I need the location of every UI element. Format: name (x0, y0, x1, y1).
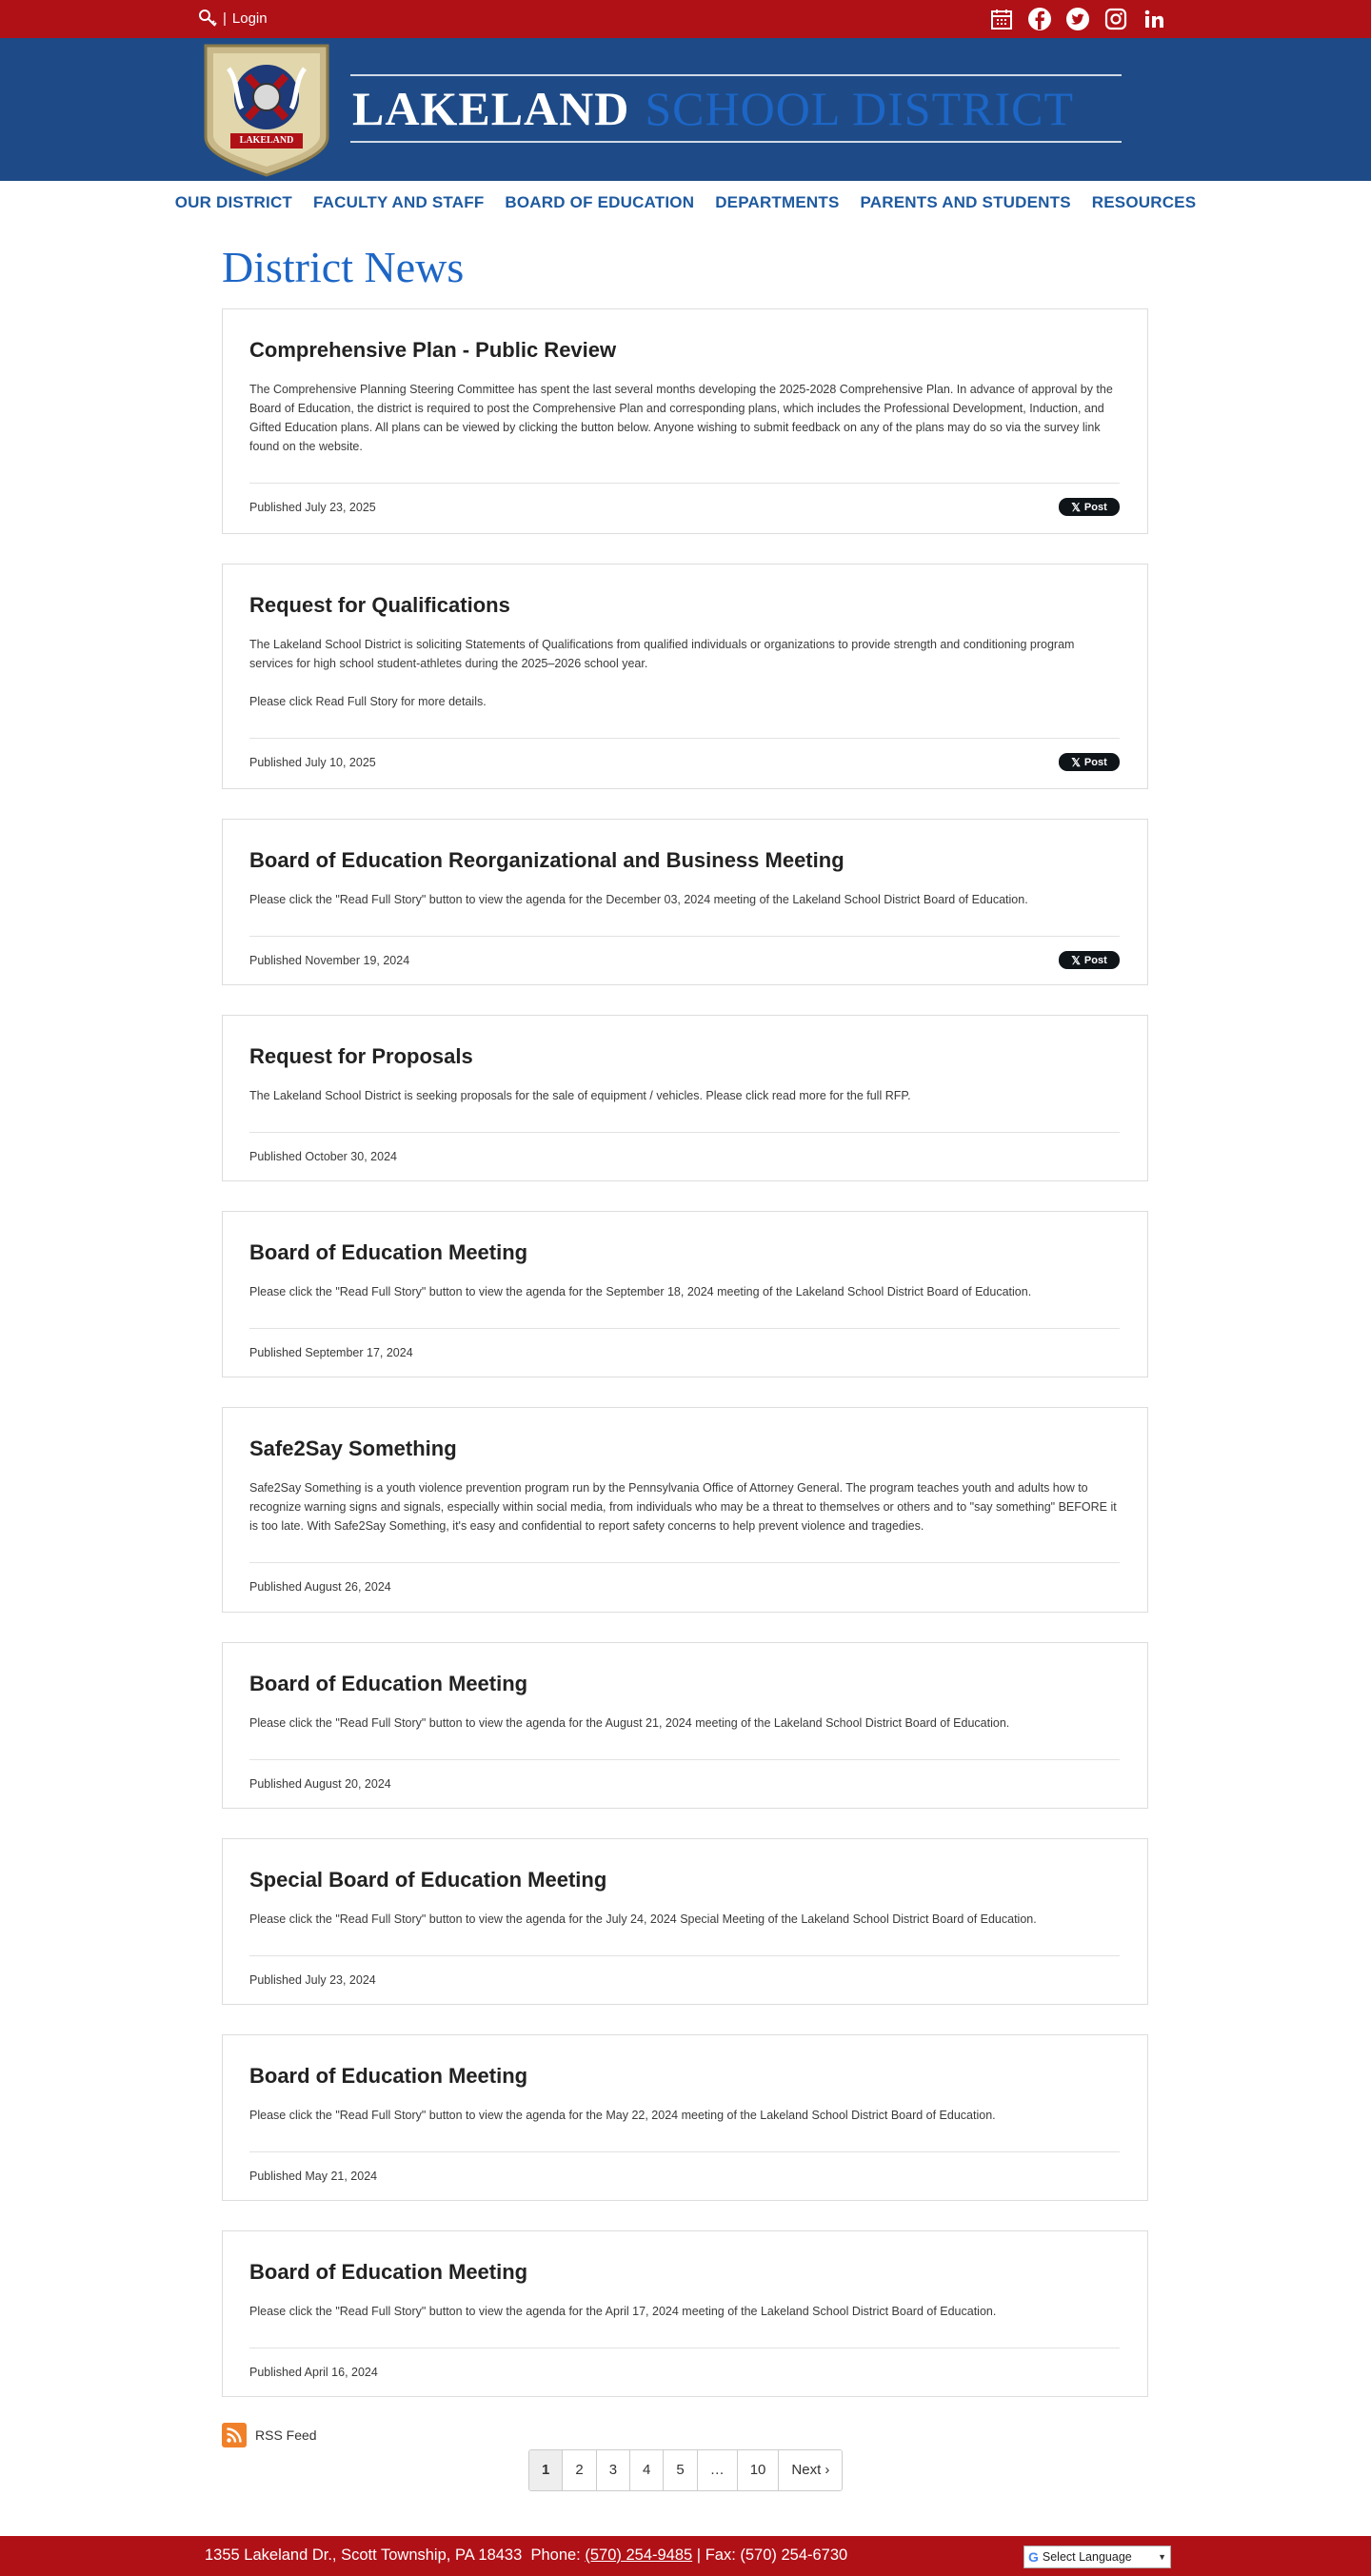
news-summary (249, 1714, 1120, 1733)
news-title[interactable]: Request for Proposals (249, 1044, 473, 1068)
fax-number: Fax: (570) 254-6730 (705, 2546, 848, 2564)
news-summary (249, 380, 1120, 456)
page-2-button[interactable]: 2 (563, 2450, 596, 2490)
news-title[interactable]: Comprehensive Plan - Public Review (249, 338, 617, 362)
nav-board-of-education[interactable]: BOARD OF EDUCATION (505, 193, 695, 211)
login-link[interactable] (198, 9, 268, 28)
news-footer (249, 1562, 1120, 1610)
news-card (222, 819, 1148, 985)
page-10-button[interactable]: 10 (738, 2450, 780, 2490)
published-date: Published May 21, 2024 (249, 2169, 378, 2183)
published-date: Published July 10, 2025 (249, 755, 376, 769)
nav-resources[interactable]: RESOURCES (1091, 193, 1197, 211)
news-title[interactable]: Request for Qualifications (249, 593, 510, 617)
news-summary (249, 1478, 1120, 1536)
top-bar (0, 0, 1371, 38)
google-translate-icon: G (1028, 2549, 1039, 2565)
news-summary-paragraph: The Lakeland School District is seeking proposals for the sale of equipment / vehicles. Please click read more for the full RFP. (249, 1089, 911, 1102)
published-date: Published August 26, 2024 (249, 1579, 391, 1594)
facebook-icon[interactable] (1026, 6, 1053, 32)
nav-departments[interactable]: DEPARTMENTS (715, 193, 840, 211)
page-5-button[interactable]: 5 (664, 2450, 697, 2490)
news-summary-paragraph: Please click the "Read Full Story" button to view the agenda for the July 24, 2024 Special Meeting of the Lakeland School District Board of Education. (249, 1912, 1037, 1926)
news-footer (249, 1328, 1120, 1376)
news-summary-paragraph: Please click the "Read Full Story" button to view the agenda for the August 21, 2024 meeting of the Lakeland School District Board of Education. (249, 1716, 1010, 1730)
news-summary (249, 1282, 1120, 1301)
phone-label: Phone: (530, 2546, 581, 2564)
contact-separator: | (696, 2546, 702, 2564)
crest-text: LAKELAND (239, 135, 294, 146)
site-footer (0, 2536, 1371, 2576)
wordmark-school-district: SCHOOL DISTRICT (645, 82, 1075, 135)
news-footer (249, 483, 1120, 530)
rss-icon (222, 2423, 247, 2447)
news-footer (249, 738, 1120, 785)
news-footer (249, 2348, 1120, 2395)
news-title[interactable]: Board of Education Meeting (249, 2064, 528, 2088)
language-select-label: Select Language (1042, 2550, 1132, 2564)
news-summary (249, 890, 1120, 909)
district-crest-logo[interactable] (200, 42, 333, 177)
login-separator: | (223, 10, 227, 27)
news-card (222, 1838, 1148, 2005)
x-logo-icon: 𝕏 (1071, 953, 1081, 967)
page-ellipsis: … (698, 2450, 738, 2490)
news-summary-paragraph: The Lakeland School District is soliciting Statements of Qualifications from qualified individuals or organizations to provide strength and conditioning program services for high school student-athletes during the 2025–2026 school year. (249, 638, 1075, 670)
rss-label: RSS Feed (255, 2427, 317, 2443)
wordmark-lakeland: LAKELAND (352, 82, 630, 135)
news-card (222, 1642, 1148, 1809)
x-logo-icon: 𝕏 (1071, 755, 1081, 769)
news-summary-paragraph: Please click the "Read Full Story" button to view the agenda for the September 18, 2024 meeting of the Lakeland School District Board of Education. (249, 1285, 1032, 1298)
main-nav (0, 181, 1371, 225)
news-title[interactable]: Board of Education Meeting (249, 1672, 528, 1695)
page-1-button[interactable]: 1 (529, 2450, 563, 2490)
news-summary-paragraph: Please click the "Read Full Story" button to view the agenda for the May 22, 2024 meeting of the Lakeland School District Board of Education. (249, 2109, 996, 2122)
news-card (222, 1211, 1148, 1377)
pagination (528, 2449, 843, 2491)
news-card (222, 2230, 1148, 2397)
x-post-label: Post (1083, 954, 1107, 966)
news-title[interactable]: Board of Education Meeting (249, 2260, 528, 2284)
nav-faculty-and-staff[interactable]: FACULTY AND STAFF (313, 193, 485, 211)
news-footer (249, 2151, 1120, 2199)
news-card (222, 308, 1148, 534)
page-4-button[interactable]: 4 (630, 2450, 664, 2490)
news-footer (249, 1759, 1120, 1807)
news-summary (249, 1086, 1120, 1105)
x-post-label: Post (1083, 756, 1107, 768)
district-wordmark[interactable] (350, 74, 1122, 143)
nav-parents-and-students[interactable]: PARENTS AND STUDENTS (860, 193, 1071, 211)
news-summary-paragraph: Safe2Say Something is a youth violence prevention program run by the Pennsylvania Office of Attorney General. The program teaches youth and adults how to recognize warning signs and signals, especially within social media, from individuals who may be a threat to themselves or others and to "say something" BEFORE it is too late. With Safe2Say Something, it's easy and confidential to report safety concerns to help prevent violence and tragedies. (249, 1481, 1117, 1533)
page-title: District News (222, 243, 465, 291)
news-card (222, 2034, 1148, 2201)
published-date: Published August 20, 2024 (249, 1776, 391, 1791)
nav-our-district[interactable]: OUR DISTRICT (174, 193, 293, 211)
x-post-button[interactable] (1059, 498, 1120, 516)
news-summary (249, 2106, 1120, 2125)
next-page-button[interactable]: Next › (779, 2450, 842, 2490)
news-summary (249, 1910, 1120, 1929)
news-card (222, 564, 1148, 789)
key-icon (198, 9, 219, 28)
news-list (222, 308, 1148, 2427)
published-date: Published October 30, 2024 (249, 1149, 397, 1163)
chevron-down-icon: ▼ (1158, 2552, 1166, 2562)
calendar-icon[interactable] (988, 6, 1015, 32)
news-summary (249, 2302, 1120, 2321)
news-title[interactable]: Board of Education Reorganizational and Business Meeting (249, 848, 844, 872)
social-links (988, 6, 1167, 32)
contact-info (205, 2546, 847, 2565)
news-summary-paragraph: Please click the "Read Full Story" button to view the agenda for the December 03, 2024 meeting of the Lakeland School District Board of Education. (249, 893, 1028, 906)
news-title[interactable]: Safe2Say Something (249, 1437, 457, 1460)
x-post-label: Post (1083, 501, 1107, 513)
language-select[interactable] (1023, 2546, 1171, 2568)
news-footer (249, 936, 1120, 983)
street-address: 1355 Lakeland Dr., Scott Township, PA 18433 (205, 2546, 523, 2564)
news-footer (249, 1132, 1120, 1179)
news-summary-paragraph: The Comprehensive Planning Steering Committee has spent the last several months developing the 2025-2028 Comprehensive Plan. In advance of approval by the Board of Education, the district is required to post the Comprehensive Plan and corresponding plans, which includes the Professional Development, Induction, and Gifted Education plans. All plans can be viewed by clicking the button below. Anyone wishing to submit feedback on any of the plans may do so via the survey link found on the website. (249, 383, 1113, 453)
twitter-icon[interactable] (1064, 6, 1091, 32)
news-card (222, 1407, 1148, 1613)
page-3-button[interactable]: 3 (597, 2450, 630, 2490)
x-logo-icon: 𝕏 (1071, 500, 1081, 514)
news-summary-paragraph: Please click Read Full Story for more details. (249, 695, 487, 708)
x-post-button[interactable] (1059, 753, 1120, 771)
news-card (222, 1015, 1148, 1181)
published-date: Published September 17, 2024 (249, 1345, 413, 1359)
news-summary (249, 635, 1120, 711)
rss-feed-link[interactable] (222, 2423, 317, 2447)
published-date: Published July 23, 2024 (249, 1972, 376, 1987)
phone-link[interactable]: (570) 254-9485 (585, 2546, 693, 2564)
news-title[interactable]: Special Board of Education Meeting (249, 1868, 607, 1892)
x-post-button[interactable] (1059, 951, 1120, 969)
published-date: Published July 23, 2025 (249, 500, 376, 514)
news-footer (249, 1955, 1120, 2003)
linkedin-icon[interactable] (1141, 6, 1167, 32)
published-date: Published November 19, 2024 (249, 953, 410, 967)
login-label: Login (231, 10, 268, 27)
news-summary-paragraph: Please click the "Read Full Story" button to view the agenda for the April 17, 2024 meeting of the Lakeland School District Board of Education. (249, 2305, 997, 2318)
news-title[interactable]: Board of Education Meeting (249, 1240, 528, 1264)
instagram-icon[interactable] (1103, 6, 1129, 32)
published-date: Published April 16, 2024 (249, 2365, 378, 2379)
